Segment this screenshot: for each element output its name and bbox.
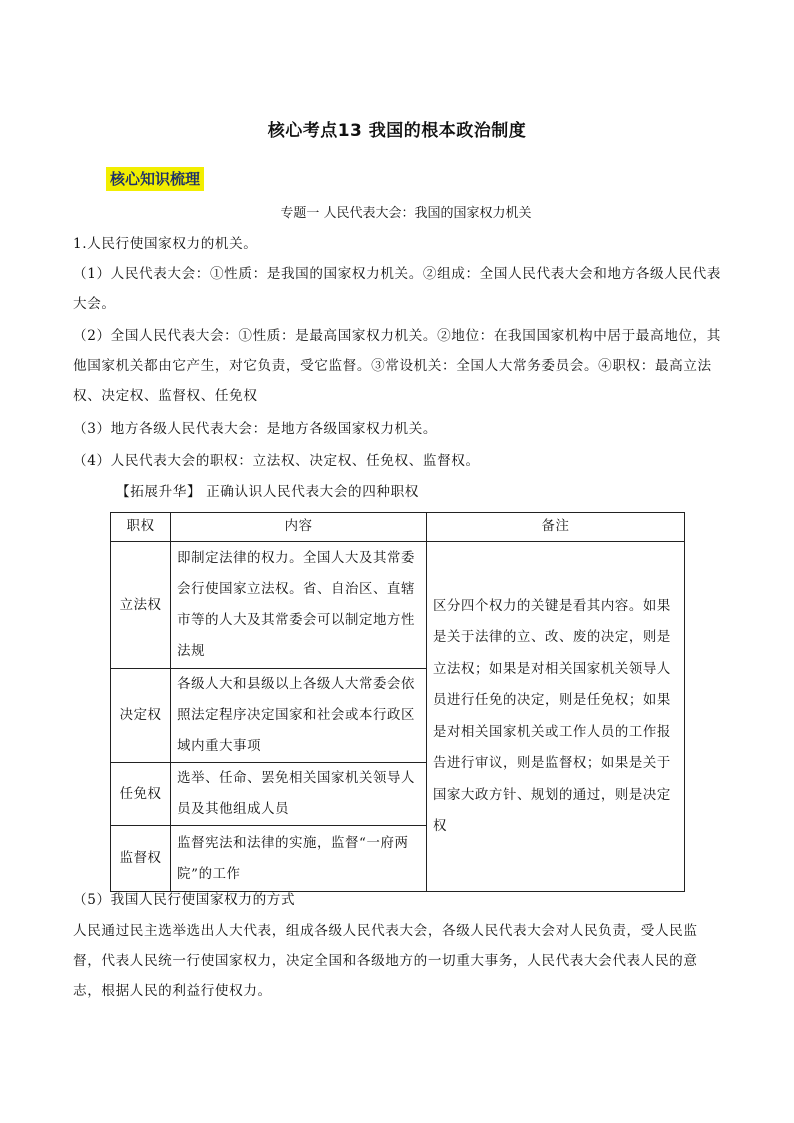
power-cell: 立法权 [111,542,171,669]
power-cell: 决定权 [111,669,171,763]
expand-title: 【拓展升华】 正确认识人民代表大会的四种职权 [116,484,419,500]
paragraph-5: （4）人民代表大会的职权：立法权、决定权、任免权、监督权。 [73,453,480,469]
power-cell: 任免权 [111,763,171,826]
header-note: 备注 [427,513,685,542]
note-cell: 区分四个权力的关键是看其内容。如果是关于法律的立、改、废的决定，则是立法权；如果是对相关国家机关领导人员进行任免的决定，则是任免权；如果是对相关国家机关或工作人员的工作报告进行审议，则是监督权；如果是关于国家大政方针、规划的通过，则是决定权 [427,542,685,892]
table-row [111,542,685,669]
paragraph-4: （3）地方各级人民代表大会：是地方各级国家权力机关。 [73,421,438,437]
content-cell: 各级人大和县级以上各级人大常委会依照法定程序决定国家和社会或本行政区域内重大事项 [171,669,427,763]
paragraph-1: 1.人民行使国家权力的机关。 [73,236,258,252]
header-power: 职权 [111,513,171,542]
table-header-row [111,513,685,542]
content-cell: 监督宪法和法律的实施，监督“一府两院”的工作 [171,826,427,892]
powers-table [110,512,685,892]
paragraph-6: （5）我国人民行使国家权力的方式 [73,892,296,908]
header-content: 内容 [171,513,427,542]
power-cell: 监督权 [111,826,171,892]
paragraph-7: 人民通过民主选举选出人大代表，组成各级人民代表大会，各级人民代表大会对人民负责，受人民监督，代表人民统一行使国家权力，决定全国和各级地方的一切重大事务，人民代表大会代表人民的意志，根据人民的利益行使权力。 [73,923,698,999]
paragraph-2: （1）人民代表大会：①性质：是我国的国家权力机关。②组成：全国人民代表大会和地方各级人民代表大会。 [73,266,721,312]
content-cell: 即制定法律的权力。全国人大及其常委会行使国家立法权。省、自治区、直辖市等的人大及其常委会可以制定地方性法规 [171,542,427,669]
section-tag: 核心知识梳理 [106,167,204,191]
page-title: 核心考点13 我国的根本政治制度 [267,121,527,141]
content-cell: 选举、任命、罢免相关国家机关领导人员及其他组成人员 [171,763,427,826]
topic-heading: 专题一 人民代表大会：我国的国家权力机关 [280,206,532,221]
paragraph-3: （2）全国人民代表大会：①性质：是最高国家权力机关。②地位：在我国国家机构中居于最高地位，其他国家机关都由它产生，对它负责，受它监督。③常设机关：全国人大常务委员会。④职权：最高立法权、决定权、监督权、任免权 [73,328,721,404]
